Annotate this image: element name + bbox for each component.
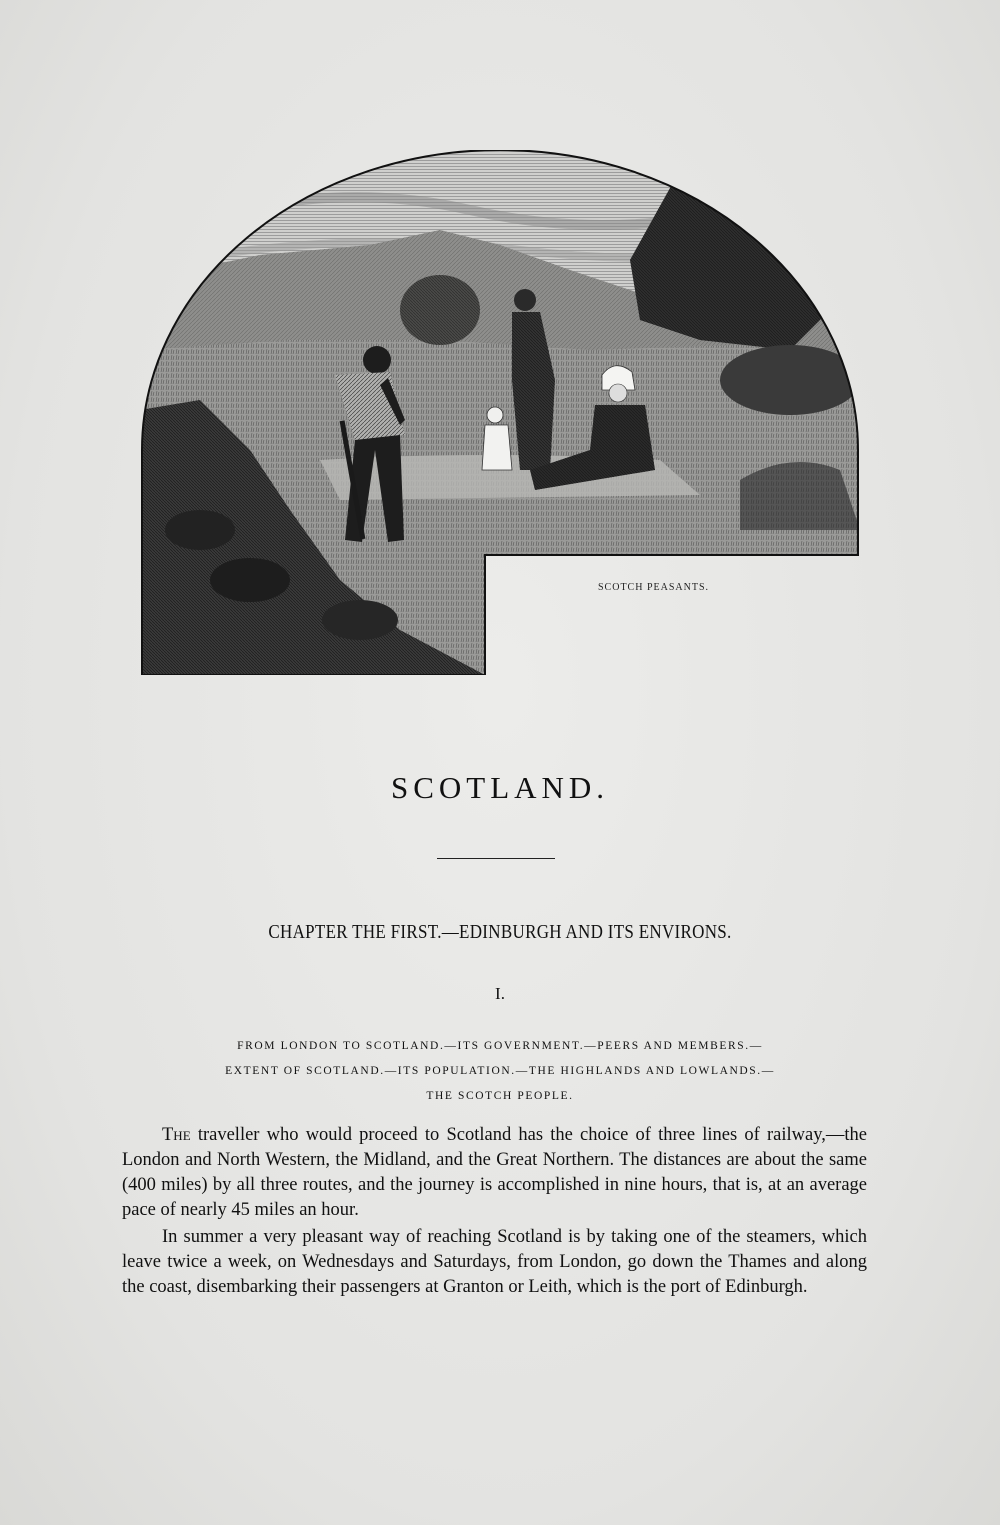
illustration-caption: SCOTCH PEASANTS. — [598, 582, 710, 593]
paragraph-lead-word: The — [162, 1125, 191, 1145]
book-title: SCOTLAND. — [390, 770, 610, 805]
summary-line: FROM LONDON TO SCOTLAND.—ITS GOVERNMENT.—PEERS AND MEMBERS.— — [237, 1040, 763, 1052]
body-text — [122, 1123, 867, 1300]
paragraph-text: In summer a very pleasant way of reaching Scotland is by taking one of the steamers, which leave twice a week, on Wednesdays and Saturdays, from London, go down the Thames and along the coast, disembarking their passengers at Granton or Leith, which is the port of Edinburgh. — [122, 1227, 867, 1297]
paragraph — [122, 1123, 867, 1223]
section-number: I. — [495, 984, 505, 1003]
summary-line: EXTENT OF SCOTLAND.—ITS POPULATION.—THE HIGHLANDS AND LOWLANDS.— — [225, 1065, 775, 1077]
paragraph — [122, 1225, 867, 1300]
scotch-peasants-engraving — [140, 150, 860, 675]
paragraph-text: traveller who would proceed to Scotland has the choice of three lines of railway,—the London and North Western, the Midland, and the Great Northern. The distances are about the same (400 miles) by all three routes, and the journey is accomplished in nine hours, that is, at an average pace of nearly 45 miles an hour. — [122, 1125, 867, 1220]
chapter-heading: CHAPTER THE FIRST.—EDINBURGH AND ITS ENVIRONS. — [268, 920, 732, 943]
title-divider — [437, 858, 555, 859]
section-summary — [150, 1034, 850, 1109]
summary-line: THE SCOTCH PEOPLE. — [426, 1090, 574, 1102]
